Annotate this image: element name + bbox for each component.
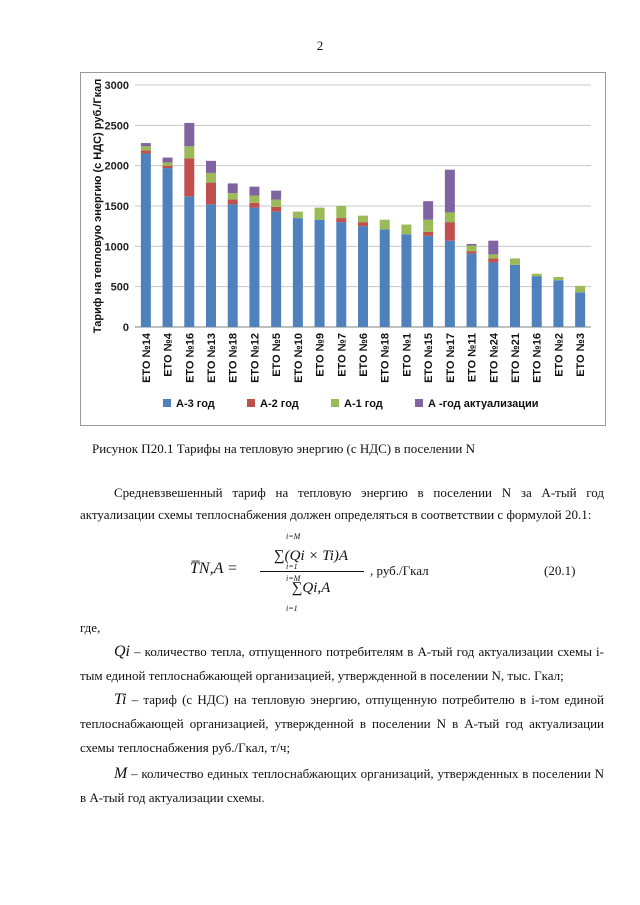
bar-segment [358, 226, 368, 327]
x-tick-label: ЕТО №5 [271, 333, 284, 377]
bar-segment [467, 254, 477, 327]
formula-20-1 [190, 530, 590, 613]
bar-segment [141, 146, 151, 150]
symbol-m: M [114, 765, 128, 782]
x-tick-label: ЕТО №4 [162, 333, 175, 377]
symbol-t: Ti [114, 691, 127, 708]
formula-number: (20.1) [544, 563, 576, 578]
bar-segment [228, 204, 238, 327]
y-tick-label: 1000 [104, 241, 129, 254]
bar-segment [293, 212, 303, 218]
sum-bottom-limit: i=1 [286, 562, 298, 571]
definition-t [80, 688, 604, 760]
definition-q [80, 640, 604, 688]
x-tick-label: ЕТО №16 [531, 333, 544, 383]
bar-segment [380, 220, 390, 230]
y-axis-title: Тариф на тепловую энергию (с НДС) руб./Гкал [92, 78, 104, 334]
x-tick-label: ЕТО №3 [575, 333, 588, 377]
bar-segment [532, 276, 542, 327]
bar-segment [141, 150, 151, 153]
legend-swatch [415, 399, 423, 407]
bar-segment [163, 166, 173, 168]
bar-segment [228, 200, 238, 205]
bar-segment [336, 218, 346, 222]
y-tick-label: 2500 [104, 120, 129, 133]
bar-segment [315, 208, 325, 220]
stacked-bar-chart [81, 73, 605, 425]
x-tick-label: ЕТО №18 [227, 333, 240, 383]
bar-segment [488, 258, 498, 262]
definition-m [80, 762, 604, 810]
x-tick-label: ЕТО №7 [336, 333, 349, 377]
definition-q-text: – количество тепла, отпущенного потребителям в А-тый год актуализации схемы i-тым единой теплоснабжающей организацией, утвержденной в поселении N, тыс. Гкал; [80, 644, 604, 683]
bar-segment [249, 203, 259, 208]
bar-segment [445, 222, 455, 241]
bar-segment [423, 201, 433, 220]
bar-segment [488, 262, 498, 327]
x-tick-label: ЕТО №13 [206, 333, 218, 383]
y-tick-label: 1500 [104, 201, 129, 213]
x-tick-label: ЕТО №14 [140, 333, 153, 383]
bar-segment [141, 143, 151, 146]
x-tick-label: ЕТО №6 [358, 333, 370, 377]
bar-segment [510, 258, 520, 264]
bar-segment [206, 183, 216, 205]
x-tick-label: ЕТО №1 [401, 333, 414, 377]
x-tick-label: ЕТО №15 [423, 333, 436, 383]
legend-label: А-1 год [344, 398, 383, 410]
bar-segment [423, 236, 433, 327]
bar-segment [401, 234, 411, 327]
bar-segment [184, 123, 194, 146]
legend-swatch [331, 399, 339, 407]
x-tick-label: ЕТО №9 [314, 333, 327, 377]
legend-label: А -год актуализации [428, 398, 539, 410]
y-tick-label: 500 [110, 281, 129, 294]
legend-label: А-2 год [260, 398, 299, 410]
definition-m-text: – количество единых теплоснабжающих организаций, утвержденных в поселении N в А-тый год актуализации схемы. [80, 766, 604, 805]
y-tick-label: 3000 [104, 80, 129, 92]
bar-segment [163, 168, 173, 327]
bar-segment [488, 254, 498, 258]
x-tick-label: ЕТО №11 [466, 333, 479, 383]
bar-segment [510, 265, 520, 327]
formula-denominator: ∑Qi,A [291, 580, 331, 596]
bar-segment [249, 196, 259, 203]
sum-top-limit: i=M [286, 532, 301, 541]
bar-segment [358, 222, 368, 226]
x-tick-label: ЕТО №12 [249, 333, 262, 383]
bar-segment [467, 251, 477, 253]
bar-segment [271, 212, 281, 327]
bar-segment [467, 246, 477, 252]
bar-segment [271, 207, 281, 212]
bar-segment [423, 232, 433, 236]
bar-segment [575, 286, 585, 292]
bar-segment [488, 241, 498, 255]
bar-segment [445, 170, 455, 213]
formula-lhs: T̅N,A = [190, 560, 238, 577]
bar-segment [163, 162, 173, 165]
x-tick-label: ЕТО №21 [510, 333, 522, 383]
x-tick-label: ЕТО №17 [444, 333, 457, 383]
bar-segment [336, 222, 346, 327]
symbol-q: Qi [114, 643, 130, 660]
where-label: где, [80, 620, 101, 635]
bar-segment [249, 187, 259, 196]
x-tick-label: ЕТО №10 [292, 333, 305, 383]
bar-segment [184, 146, 194, 158]
intro-paragraph: Средневзвешенный тариф на тепловую энергию в поселении N за А-тый год актуализации схемы теплоснабжения должен определяться в соответствии с формулой 20.1: [80, 485, 604, 522]
bar-segment [532, 274, 542, 276]
legend-swatch [247, 399, 255, 407]
bar-segment [271, 191, 281, 200]
x-tick-label: ЕТО №18 [379, 333, 392, 383]
bar-segment [445, 241, 455, 327]
bar-segment [293, 218, 303, 327]
bar-segment [249, 208, 259, 327]
page-number: 2 [316, 38, 324, 53]
bar-segment [206, 173, 216, 183]
definition-t-text: – тариф (с НДС) на тепловую энергию, отпущенную потребителю в i-том единой теплоснабжающей организацией, утвержденной в поселении N в А-тый год актуализации схемы теплоснабжения руб./Гкал, т/ч; [80, 692, 604, 755]
bar-segment [445, 212, 455, 222]
formula-units: , руб./Гкал [370, 563, 429, 578]
bar-segment [553, 277, 563, 280]
bar-segment [141, 154, 151, 327]
bar-segment [271, 200, 281, 207]
legend-label: А-3 год [176, 398, 215, 410]
x-tick-label: ЕТО №24 [488, 333, 501, 383]
chart-frame [80, 72, 606, 426]
figure-caption: Рисунок П20.1 Тарифы на тепловую энергию (с НДС) в поселении N [92, 441, 476, 456]
y-tick-label: 2000 [104, 160, 129, 173]
bar-segment [163, 158, 173, 163]
sum-bottom-limit-den: i=1 [286, 604, 298, 613]
x-tick-label: ЕТО №2 [553, 333, 566, 377]
bar-segment [206, 161, 216, 173]
bar-segment [401, 225, 411, 235]
sum-top-limit-den: i=M [286, 574, 301, 583]
formula-numerator: ∑(Qi × Ti)A [273, 548, 349, 564]
bar-segment [380, 229, 390, 327]
bar-segment [228, 193, 238, 199]
bar-segment [228, 183, 238, 193]
bar-segment [467, 244, 477, 246]
y-tick-label: 0 [122, 322, 129, 334]
bar-segment [184, 196, 194, 327]
bar-segment [575, 292, 585, 327]
bar-segment [423, 220, 433, 232]
bar-segment [206, 204, 216, 327]
fraction-bar [260, 571, 364, 572]
bar-segment [336, 206, 346, 218]
legend-swatch [163, 399, 171, 407]
bar-segment [184, 158, 194, 196]
bar-segment [315, 220, 325, 327]
bar-segment [553, 280, 563, 327]
x-tick-label: ЕТО №16 [184, 333, 197, 383]
bar-segment [358, 216, 368, 222]
